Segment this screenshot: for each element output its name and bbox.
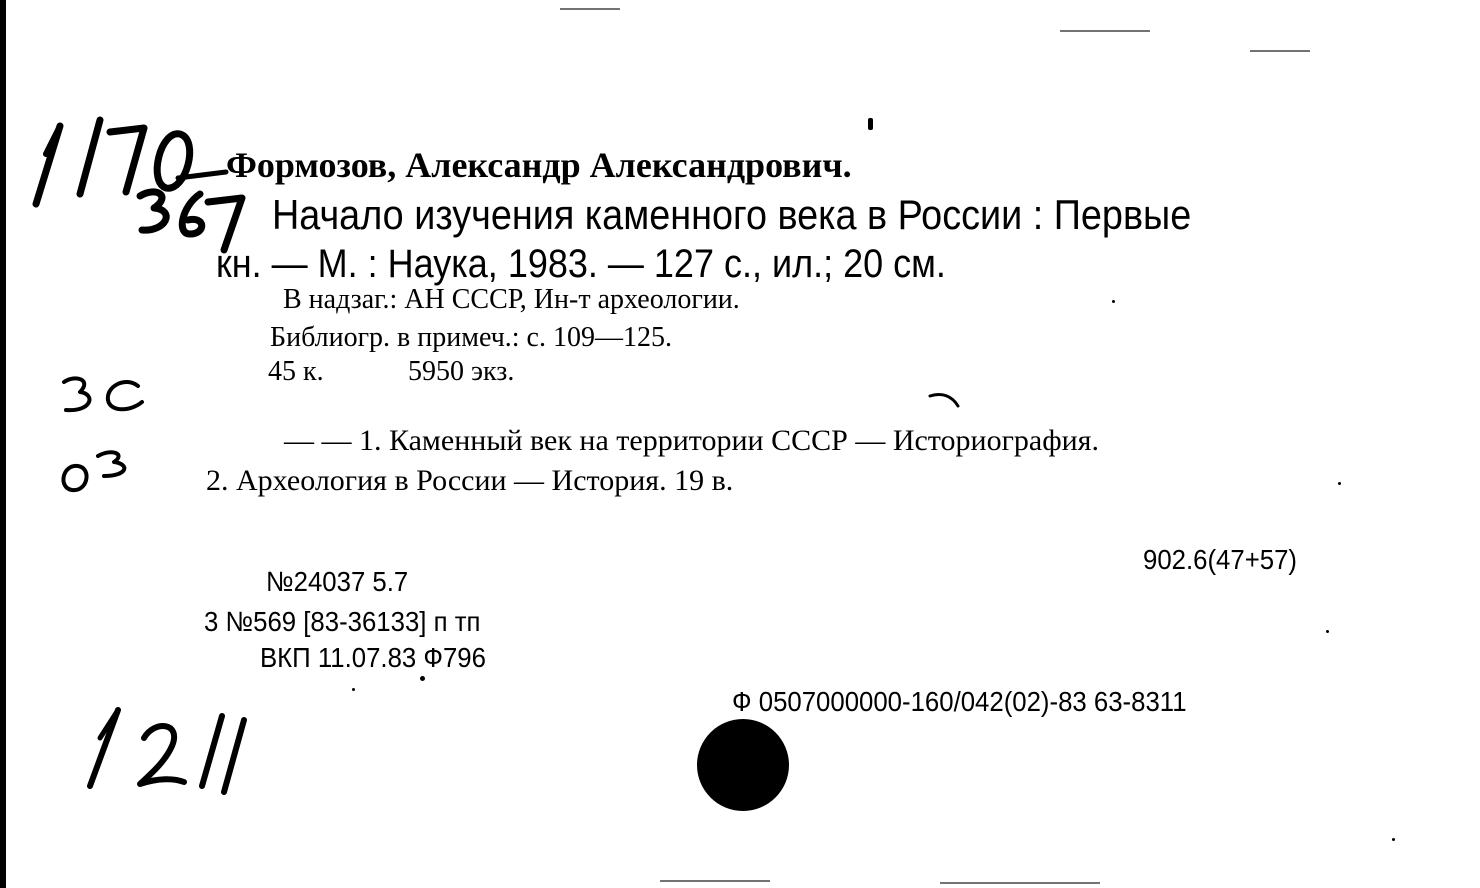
- scan-noise: [560, 8, 620, 10]
- scan-speck: [352, 688, 355, 691]
- handwritten-code-3c: [58, 372, 148, 427]
- handwritten-inventory-number: [84, 702, 264, 807]
- note-bibliography: Библиогр. в примеч.: с. 109—125.: [270, 322, 672, 353]
- card-edge: [0, 0, 6, 888]
- vkp-record: ВКП 11.07.83 Ф796: [260, 642, 486, 673]
- scan-speck: [868, 118, 873, 130]
- catalog-code: Ф 0507000000-160/042(02)-83 63-8311: [732, 686, 1187, 717]
- title-line-1: Начало изучения каменного века в России : Первые: [272, 191, 1192, 238]
- handwritten-code-03: [56, 448, 146, 503]
- subject-heading-2: 2. Археология в России — История. 19 в.: [206, 464, 734, 497]
- scan-speck: [1338, 482, 1341, 485]
- print-run: 5950 экз.: [408, 356, 515, 387]
- scan-noise: [1250, 50, 1310, 52]
- scan-speck: [1392, 838, 1395, 841]
- scan-speck: [420, 676, 425, 681]
- order-number: №24037 5.7: [266, 566, 409, 597]
- scan-speck: [1326, 630, 1329, 633]
- note-nadzag: В надзаг.: АН СССР, Ин-т археологии.: [283, 284, 740, 315]
- card-punch-hole: [697, 719, 789, 811]
- author-heading: Формозов, Александр Александрович.: [226, 145, 852, 185]
- scan-noise: [660, 880, 770, 882]
- scan-noise: [1060, 30, 1150, 32]
- print-number: 3 №569 [83-36133] п тп: [204, 606, 481, 637]
- subject-heading-1: — — 1. Каменный век на территории СССР — Историография.: [284, 424, 1099, 457]
- price: 45 к.: [268, 356, 324, 387]
- scan-speck: [1112, 300, 1115, 303]
- pencil-mark: [928, 390, 962, 417]
- scan-noise: [940, 882, 1100, 884]
- title-line-2: кн. — М. : Наука, 1983. — 127 с., ил.; 20 см.: [216, 242, 946, 286]
- handwritten-call-number: [30, 110, 270, 275]
- classification-index: 902.6(47+57): [1143, 544, 1297, 575]
